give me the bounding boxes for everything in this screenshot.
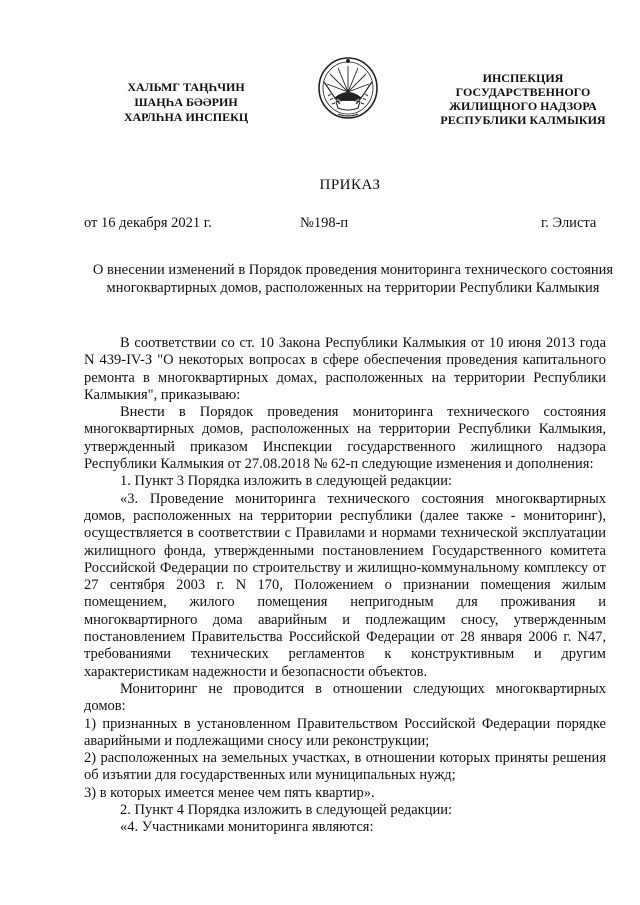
body-paragraph: «4. Участниками мониторинга являются: bbox=[120, 819, 374, 836]
order-body bbox=[84, 335, 606, 837]
body-paragraph: 1. Пункт 3 Порядка изложить в следующей редакции: bbox=[120, 473, 453, 490]
order-city: г. Элиста bbox=[541, 215, 597, 231]
body-paragraph: Мониторинг не проводится в отношении следующих многоквартирных домов: bbox=[84, 680, 606, 715]
kalmykia-emblem-icon bbox=[316, 52, 380, 120]
header-kalmyk-name bbox=[108, 80, 264, 125]
header-right-line: ИНСПЕКЦИЯ bbox=[482, 71, 564, 85]
header-left-line: ХАЛЬМГ ТАҢҺЧИН bbox=[127, 80, 245, 94]
body-paragraph: 3) в которых имеется менее чем пять квартир». bbox=[84, 784, 375, 801]
body-paragraph: Внести в Порядок проведения мониторинга технического состояния многоквартирных домов, расположенных на территории Республики Калмыкия, утвержденный приказом Инспекции государственного жилищного надзора Республики Калмыкия от 27.08.2018 № 62-п следующие изменения и дополнения: bbox=[84, 404, 606, 473]
body-paragraph: 2. Пункт 4 Порядка изложить в следующей редакции: bbox=[120, 802, 453, 819]
order-subject: О внесении изменений в Порядок проведения мониторинга технического состояния многоквартирных домов, расположенных на территории Республики Калмыкия bbox=[92, 262, 614, 296]
document-title: ПРИКАЗ bbox=[319, 177, 381, 193]
body-paragraph: 2) расположенных на земельных участках, в отношении которых приняты решения об изъятии для государственных или муниципальных нужд; bbox=[84, 750, 606, 784]
body-paragraph: «3. Проведение мониторинга технического состояния многоквартирных домов, расположенных на территории республики (далее также - мониторинг), осуществляется в соответствии с Правилами и нормами технической эксплуатации жилищного фонда, утвержденными постановлением Государственного комитета Российской Федерации по строительству и жилищно-коммунальному комплексу от 27 сентября 2003 г. N 170, Положением о признании помещения жилым помещением, жилого помещения непригодным для проживания и многоквартирного дома аварийным и подлежащим сносу, утвержденным постановлением Правительства Российской Федерации от 28 января 2006 г. N47, требованиями технических регламентов к конструктивным и другим характеристикам надежности и безопасности объектов. bbox=[84, 490, 606, 680]
header-right-line: ГОСУДАРСТВЕННОГО bbox=[455, 85, 591, 99]
header-left-line: ХАРЛҺНА ИНСПЕКЦ bbox=[123, 110, 249, 124]
header-right-line: РЕСПУБЛИКИ КАЛМЫКИЯ bbox=[440, 113, 606, 127]
header-right-line: ЖИЛИЩНОГО НАДЗОРА bbox=[449, 99, 597, 113]
header-inspection-name bbox=[440, 71, 606, 127]
body-paragraph: 1) признанных в установленном Правительством Российской Федерации порядке аварийными и подлежащими сносу или реконструкции; bbox=[84, 715, 606, 749]
order-date: от 16 декабря 2021 г. bbox=[84, 215, 212, 231]
body-paragraph: В соответствии со ст. 10 Закона Республики Калмыкия от 10 июня 2013 года N 439-IV-З "О некоторых вопросах в сфере обеспечения проведения капитального ремонта в многоквартирных домах, расположенных на территории Республики Калмыкия", приказываю: bbox=[84, 335, 606, 403]
header-left-line: ШАҢҺА БӘӘРИН bbox=[134, 95, 238, 109]
order-number: №198-п bbox=[300, 215, 349, 231]
